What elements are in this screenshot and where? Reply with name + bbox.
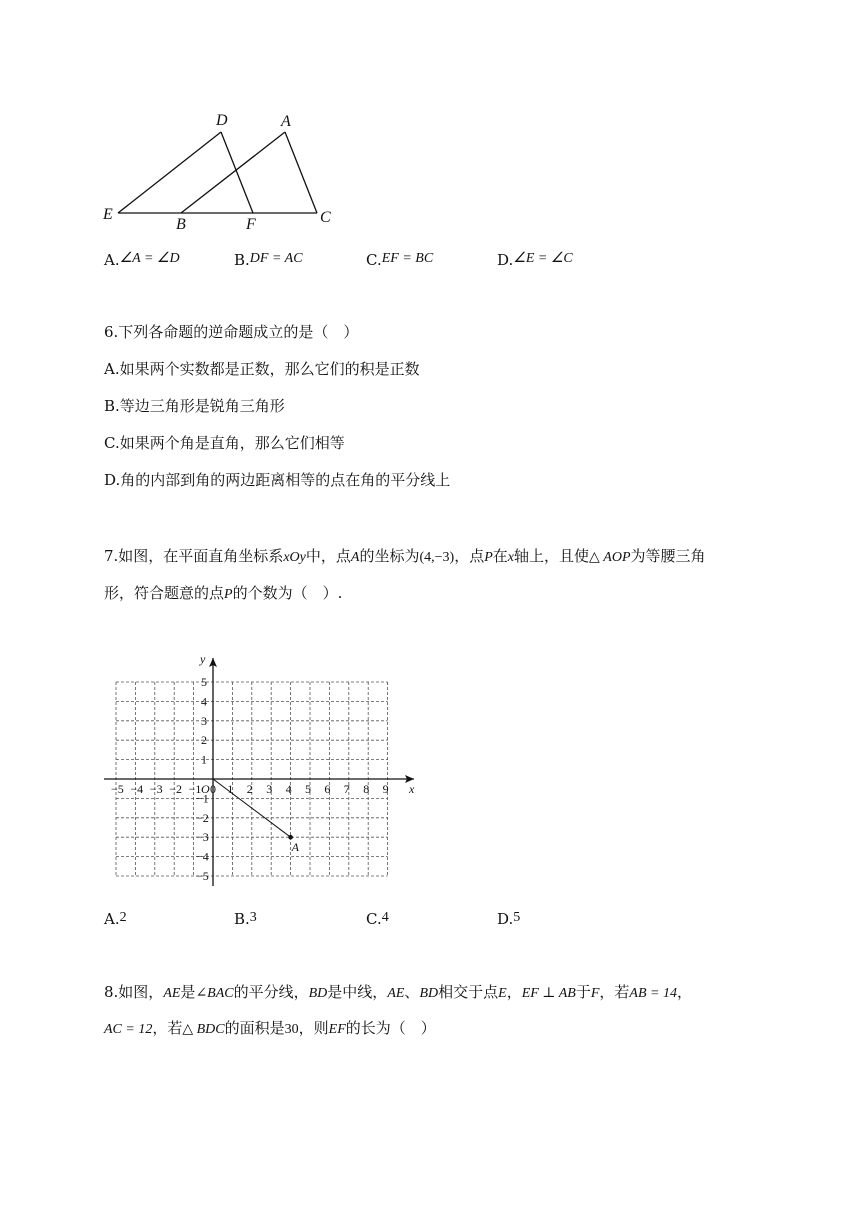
text: 的长为（ ） [345,1019,436,1037]
text: 的平分线， [233,983,309,1001]
x-tick-label: 1 [227,782,234,796]
y-tick-label: 4 [201,694,207,709]
text: 的个数为（ ）. [232,584,343,602]
x-tick-label: 7 [343,782,350,796]
text: 中，点 [305,547,351,565]
math: AC = 12 [104,1022,153,1037]
x-tick-label: −4 [130,782,144,796]
text: 7.如图，在平面直角坐标系 [104,547,284,565]
text: 是中线， [327,983,388,1001]
q6-option-d[interactable]: D.角的内部到角的两边距离相等的点在角的平分线上 [104,471,451,489]
math: EF [328,1022,346,1037]
q5-option-c[interactable] [366,250,433,272]
x-tick-label: 5 [305,782,311,796]
x-tick-label: 8 [363,782,370,796]
label-a: A [281,113,291,130]
q5-option-a[interactable] [104,250,180,272]
math: x [507,550,515,565]
x-tick-label: 6 [324,782,331,796]
q7-option-c[interactable] [366,909,389,931]
math: BD [308,986,328,1001]
y-tick-label: −2 [196,810,209,825]
segment-ed [118,132,221,213]
text: 于 [575,983,591,1001]
segment-ba [181,132,285,213]
math: E [498,986,507,1001]
text: 的坐标为 [359,547,420,565]
x-axis-label: x [409,782,415,796]
y-tick-label: −4 [196,849,209,864]
x-tick-label: 4 [285,782,292,796]
math: (4,−3) [419,550,455,565]
math: EF ⊥ AB [521,986,576,1001]
q5-option-d[interactable] [497,250,573,272]
text: 8.如图， [104,983,164,1001]
point-a-label: A [291,840,299,855]
text: ，若 [599,983,630,1001]
text: ，若 [152,1019,183,1037]
text: 相交于点 [438,983,499,1001]
segment-ac [285,132,317,213]
y-tick-label: 5 [201,675,207,689]
origin-label: O [201,782,210,796]
y-tick-label: 3 [201,713,207,728]
q5-figure [95,105,355,235]
q7-option-a[interactable] [104,909,127,931]
option-letter: B. [234,910,250,928]
q5-option-b[interactable] [234,250,303,272]
option-value: 3 [249,910,257,925]
x-tick-label: −5 [111,782,124,796]
label-e: E [103,206,113,223]
math: △ AOP [589,550,631,565]
text: 的面积是 [224,1019,285,1037]
x-tick-label: −1 [188,782,202,796]
segment-df [221,132,253,213]
math: P [484,550,493,565]
text: 轴上，且使 [514,547,590,565]
x-tick-label: −3 [149,782,163,796]
math: P [224,587,233,602]
label-d: D [216,112,228,129]
y-tick-label: 1 [201,752,207,767]
option-letter: D. [497,251,514,269]
x-tick-label: 3 [266,782,273,796]
option-letter: C. [366,251,382,269]
math: 30 [284,1022,299,1037]
text: 形，符合题意的点 [104,584,225,602]
option-value: 5 [513,910,521,925]
math: xOy [283,550,306,565]
text: ，则 [298,1019,329,1037]
point-a [288,835,293,840]
option-letter: D. [497,910,514,928]
option-expr: ∠A = ∠D [119,251,180,266]
text: 在 [492,547,508,565]
option-letter: A. [104,251,120,269]
math: ∠BAC [195,986,234,1001]
text: 是 [180,983,196,1001]
axes [104,658,414,886]
x-tick-label: −2 [169,782,182,796]
math: AB = 14 [629,986,677,1001]
label-b: B [176,216,186,233]
math: F [590,986,600,1001]
q6-option-a[interactable]: A.如果两个实数都是正数，那么它们的积是正数 [104,360,420,378]
q6-stem: 6.下列各命题的逆命题成立的是（ ） [104,323,359,341]
option-letter: A. [104,910,120,928]
y-tick-label: −1 [196,791,209,806]
x-tick-label: 2 [246,782,253,796]
text: 、 [404,983,420,1001]
option-letter: B. [234,251,250,269]
q6-option-c[interactable]: C.如果两个角是直角，那么它们相等 [104,434,345,452]
q8-stem-line2 [104,1018,436,1040]
q7-option-d[interactable] [497,909,520,931]
math: AE [163,986,181,1001]
math: A [350,550,360,565]
y-tick-label: 2 [201,733,207,748]
q7-coordinate-graph [96,648,426,893]
math: △ BDC [182,1022,225,1037]
text: ，点 [454,547,485,565]
option-expr: EF = BC [381,251,434,266]
option-letter: C. [366,910,382,928]
y-tick-label: −5 [196,869,209,883]
text: 为等腰三角 [630,547,706,565]
math: BD [419,986,439,1001]
y-tick-label: −3 [196,830,209,845]
label-c: C [320,209,331,226]
option-value: 4 [381,910,389,925]
label-f: F [246,216,256,233]
x-tick-label: 0 [210,782,216,796]
text: ， [676,983,692,1001]
text: ， [506,983,522,1001]
y-axis-label: y [200,652,206,666]
q7-stem-line2 [104,583,342,605]
math: AE [387,986,405,1001]
option-expr: ∠E = ∠C [513,251,573,266]
q6-option-b[interactable]: B.等边三角形是锐角三角形 [104,397,285,415]
x-tick-label: 9 [382,782,389,796]
option-value: 2 [119,910,127,925]
q8-stem-line1 [104,982,692,1004]
option-expr: DF = AC [249,251,303,266]
q7-stem-line1 [104,546,706,568]
q7-option-b[interactable] [234,909,257,931]
